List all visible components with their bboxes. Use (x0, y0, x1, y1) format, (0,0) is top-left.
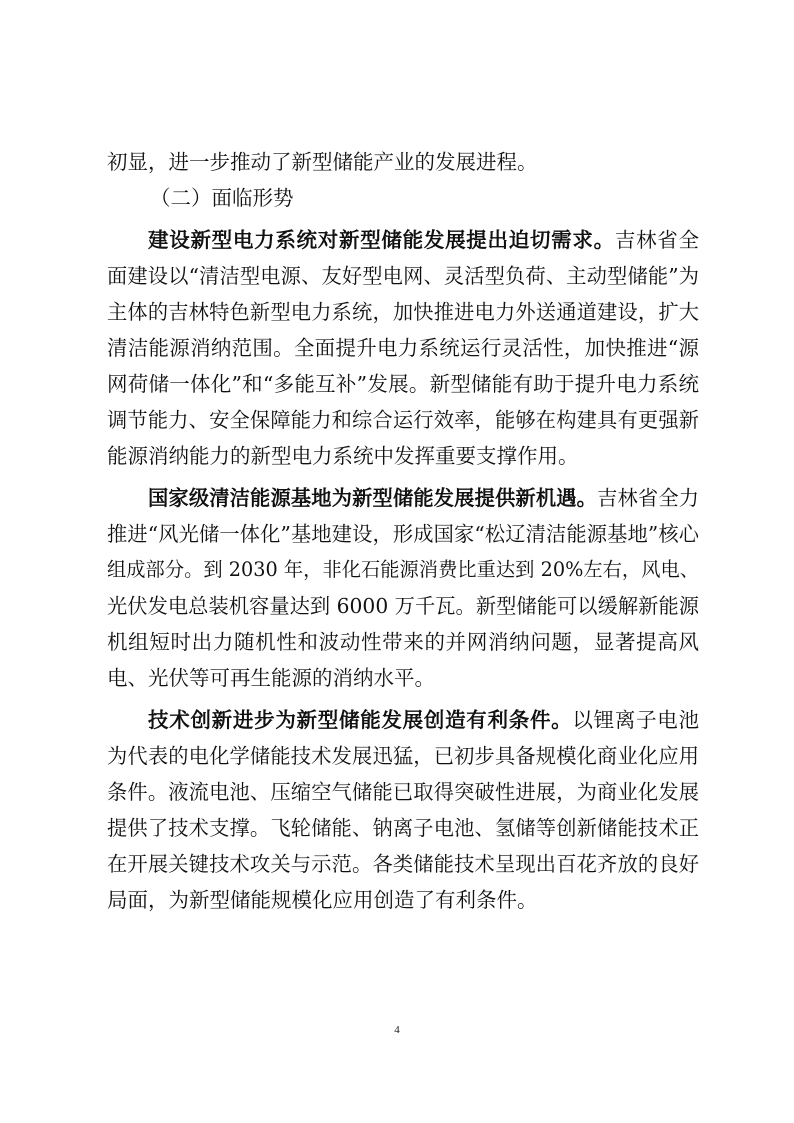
line-text: 电、光伏等可再生能源的消纳水平。 (107, 666, 435, 690)
body-line (107, 334, 699, 362)
body-line (107, 148, 699, 176)
line-text: 在开展关键技术攻关与示范。各类储能技术呈现出百花齐放的良好 (107, 852, 699, 876)
body-line (107, 262, 699, 290)
line-text: 组成部分。到 2030 年，非化石能源消费比重达到 20%左右，风电、 (107, 558, 699, 581)
heading-text: （二）面临形势 (150, 186, 294, 210)
line-text: 推进“风光储一体化”基地建设，形成国家“松辽清洁能源基地”核心 (107, 522, 699, 546)
line-text: 机组短时出力随机性和波动性带来的并网消纳问题，显著提高风 (107, 630, 699, 654)
line-text: 条件。液流电池、压缩空气储能已取得突破性进展，为商业化发展 (107, 780, 699, 804)
line-text: 局面，为新型储能规模化应用创造了有利条件。 (107, 888, 538, 912)
line-text: 吉林省全力 (597, 486, 699, 510)
bold-lead: 国家级清洁能源基地为新型储能发展提供新机遇。 (148, 486, 598, 510)
line-text: 调节能力、安全保障能力和综合运行效率，能够在构建具有更强新 (107, 408, 699, 432)
section-heading (150, 184, 701, 212)
bold-lead: 技术创新进步为新型储能发展创造有利条件。 (148, 708, 573, 732)
body-line (107, 664, 699, 692)
line-text: 主体的吉林特色新型电力系统，加快推进电力外送通道建设，扩大 (107, 300, 699, 324)
page-number: 4 (394, 1024, 400, 1036)
bold-lead: 建设新型电力系统对新型储能发展提出迫切需求。 (148, 228, 615, 252)
body-line (107, 778, 699, 806)
body-line (107, 298, 699, 326)
line-text: 光伏发电总装机容量达到 6000 万千瓦。新型储能可以缓解新能源 (107, 594, 699, 618)
paragraph-first-line (148, 706, 699, 734)
line-text: 网荷储一体化”和“多能互补”发展。新型储能有助于提升电力系统 (107, 372, 699, 396)
line-text: 面建设以“清洁型电源、友好型电网、灵活型负荷、主动型储能”为 (107, 264, 699, 288)
body-line (107, 556, 699, 584)
line-text: 为代表的电化学储能技术发展迅猛，已初步具备规模化商业化应用 (107, 744, 699, 768)
body-line (107, 406, 699, 434)
paragraph-first-line (148, 484, 699, 512)
line-text: 能源消纳能力的新型电力系统中发挥重要支撑作用。 (107, 444, 579, 468)
line-text: 提供了技术支撑。飞轮储能、钠离子电池、氢储等创新储能技术正 (107, 816, 699, 840)
body-line (107, 442, 699, 470)
line-text: 初显，进一步推动了新型储能产业的发展进程。 (107, 150, 538, 174)
body-line (107, 850, 699, 878)
body-line (107, 886, 699, 914)
paragraph-first-line (148, 226, 699, 254)
body-line (107, 370, 699, 398)
line-text: 清洁能源消纳范围。全面提升电力系统运行灵活性，加快推进“源 (107, 336, 699, 360)
body-line (107, 742, 699, 770)
body-line (107, 814, 699, 842)
body-line (107, 592, 699, 620)
line-text: 以锂离子电池 (572, 708, 700, 732)
body-line (107, 520, 699, 548)
body-line (107, 628, 699, 656)
line-text: 吉林省全 (614, 228, 700, 252)
